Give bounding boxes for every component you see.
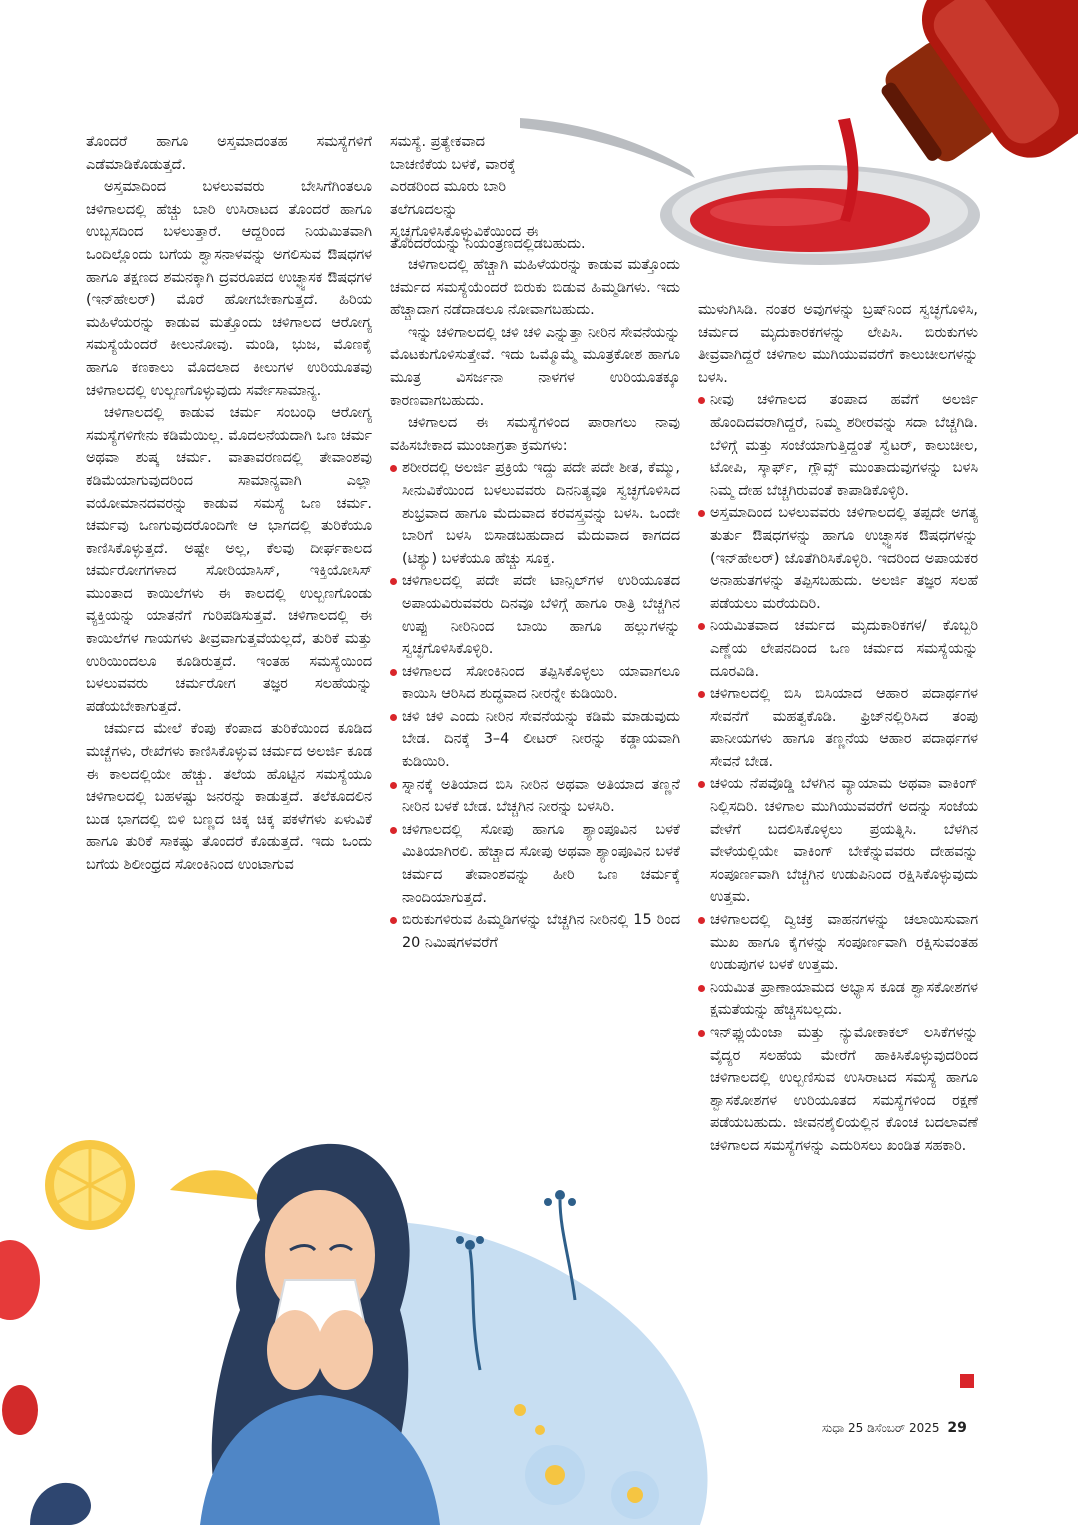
flower-icon (611, 1471, 659, 1519)
list-item: ಚಳಿಗಾಲದಲ್ಲಿ ಬಿಸಿ ಬಿಸಿಯಾದ ಆಹಾರ ಪದಾರ್ಥಗಳ ಸೇವನೆಗೆ ಮಹತ್ವಕೊಡಿ. ಫ್ರಿಜ್‌ನಲ್ಲಿರಿಸಿದ ತಂಪು ಪಾನೀಯಗಳು ಹಾಗೂ ತಣ್ಣನೆಯ ಆಹಾರ ಪದಾರ್ಥಗಳ ಸೇವನೆ ಬೇಡ. (698, 683, 978, 773)
paragraph: ಮುಳುಗಿಸಿಡಿ. ನಂತರ ಅವುಗಳನ್ನು ಬ್ರಷ್‌ನಿಂದ ಸ್ವಚ್ಛಗೊಳಿಸಿ, ಚರ್ಮದ ಮೃದುಕಾರಕಗಳನ್ನು ಲೇಪಿಸಿ. ಬಿರುಕುಗಳು ತೀವ್ರವಾಗಿದ್ದರೆ ಚಳಿಗಾಲ ಮುಗಿಯುವವರೆಗೆ ಕಾಲುಚೀಲಗಳನ್ನು ಬಳಸಿ. (698, 302, 978, 386)
list-item: ಚಳಿಗಾಲದಲ್ಲಿ ಸೋಪು ಹಾಗೂ ಶ್ಯಾಂಪೂವಿನ ಬಳಕೆ ಮಿತಿಯಾಗಿರಲಿ. ಹೆಚ್ಚಾದ ಸೋಪು ಅಥವಾ ಶ್ಯಾಂಪೂವಿನ ಬಳಕೆ ಚರ್ಮದ ತೇವಾಂಶವನ್ನು ಹೀರಿ ಒಣ ಚರ್ಮಕ್ಕೆ ನಾಂದಿಯಾಗುತ್ತದೆ. (390, 819, 680, 909)
paragraph: ಚರ್ಮದ ಮೇಲೆ ಕೆಂಪು ಕೆಂಪಾದ ತುರಿಕೆಯಿಂದ ಕೂಡಿದ ಮಚ್ಚೆಗಳು, ರೇಖೆಗಳು ಕಾಣಿಸಿಕೊಳ್ಳುವ ಚರ್ಮದ ಅಲರ್ಜಿ ಕೂಡ ಈ ಕಾಲದಲ್ಲಿಯೇ ಹೆಚ್ಚು. ತಲೆಯ ಹೊಟ್ಟಿನ ಸಮಸ್ಯೆಯೂ ಚಳಿಗಾಲದಲ್ಲಿ ಬಹಳಷ್ಟು ಜನರನ್ನು ಕಾಡುತ್ತದೆ. ತಲೆಕೂದಲಿನ ಬುಡ ಭಾಗದಲ್ಲಿ ಬಿಳಿ ಬಣ್ಣದ ಚಿಕ್ಕ ಚಿಕ್ಕ ಪಕಳೆಗಳು ಏಳುವಿಕೆ ಹಾಗೂ ತುರಿಕೆ ಸಾಕಷ್ಟು ತೊಂದರೆ ಕೊಡುತ್ತದೆ. ಇದು ಒಂದು ಬಗೆಯ ಶಿಲೀಂಧ್ರದ ಸೋಂಕಿನಿಂದ ಉಂಟಾಗುವ (86, 721, 372, 873)
list-item: ಚಳಿ ಚಳಿ ಎಂದು ನೀರಿನ ಸೇವನೆಯನ್ನು ಕಡಿಮೆ ಮಾಡುವುದು ಬೇಡ. ದಿನಕ್ಕೆ 3–4 ಲೀಟರ್ ನೀರನ್ನು ಕಡ್ಡಾಯವಾಗಿ ಕುಡಿಯಿರಿ. (390, 706, 680, 774)
list-item: ಚಳಿಗಾಲದಲ್ಲಿ ದ್ವಿಚಕ್ರ ವಾಹನಗಳನ್ನು ಚಲಾಯಿಸುವಾಗ ಮುಖ ಹಾಗೂ ಕೈಗಳನ್ನು ಸಂಪೂರ್ಣವಾಗಿ ರಕ್ಷಿಸುವಂತಹ ಉಡುಪುಗಳ ಬಳಕೆ ಉತ್ತಮ. (698, 909, 978, 977)
page-number: 29 (947, 1420, 967, 1436)
list-item: ಇನ್‌ಫ್ಲುಯೆಂಜಾ ಮತ್ತು ನ್ಯುಮೋಕಾಕಲ್ ಲಸಿಕೆಗಳನ್ನು ವೈದ್ಯರ ಸಲಹೆಯ ಮೇರೆಗೆ ಹಾಕಿಸಿಕೊಳ್ಳುವುದರಿಂದ ಚಳಿಗಾಲದಲ್ಲಿ ಉಲ್ಬಣಿಸುವ ಉಸಿರಾಟದ ಸಮಸ್ಯೆ ಹಾಗೂ ಶ್ವಾಸಕೋಶಗಳ ಉರಿಯೂತದ ಸಮಸ್ಯೆಗಳಿಂದ ರಕ್ಷಣೆ ಪಡೆಯಬಹುದು. ಜೀವನಶೈಲಿಯಲ್ಲಿನ ಕೊಂಚ ಬದಲಾವಣೆ ಚಳಿಗಾಲದ ಸಮಸ್ಯೆಗಳನ್ನು ಎದುರಿಸಲು ಖಂಡಿತ ಸಹಕಾರಿ. (698, 1022, 978, 1158)
article-column-2 (390, 254, 680, 954)
berry-icon (2, 1385, 38, 1435)
spoon-handle (520, 118, 695, 178)
list-item: ಸ್ನಾನಕ್ಕೆ ಅತಿಯಾದ ಬಿಸಿ ನೀರಿನ ಅಥವಾ ಅತಿಯಾದ ತಣ್ಣನೆ ನೀರಿನ ಬಳಕೆ ಬೇಡ. ಬೆಚ್ಚಗಿನ ನೀರನ್ನು ಬಳಸಿರಿ. (390, 774, 680, 819)
paragraph: ತೊಂದರೆ ಹಾಗೂ ಅಸ್ತಮಾದಂತಹ ಸಮಸ್ಯೆಗಳಿಗೆ ಎಡೆಮಾಡಿಕೊಡುತ್ತದೆ. (86, 134, 372, 173)
list-item: ನಿಯಮಿತ ಪ್ರಾಣಾಯಾಮದ ಅಭ್ಯಾಸ ಕೂಡ ಶ್ವಾಸಕೋಶಗಳ ಕ್ಷಮತೆಯನ್ನು ಹೆಚ್ಚಿಸಬಲ್ಲದು. (698, 977, 978, 1022)
paragraph: ಚಳಿಗಾಲದ ಈ ಸಮಸ್ಯೆಗಳಿಂದ ಪಾರಾಗಲು ನಾವು ವಹಿಸಬೇಕಾದ ಮುಂಜಾಗ್ರತಾ ಕ್ರಮಗಳು: (390, 415, 680, 454)
paragraph: ಅಸ್ತಮಾದಿಂದ ಬಳಲುವವರು ಬೇಸಿಗೆಗಿಂತಲೂ ಚಳಿಗಾಲದಲ್ಲಿ ಹೆಚ್ಚು ಬಾರಿ ಉಸಿರಾಟದ ತೊಂದರೆ ಹಾಗೂ ಉಬ್ಬಸದಿಂದ ಬಳಲುತ್ತಾರೆ. ಆದ್ದರಿಂದ ನಿಯಮಿತವಾಗಿ ಒಂದಿಲ್ಲೊಂದು ಬಗೆಯ ಶ್ವಾಸನಾಳವನ್ನು ಅಗಲಿಸುವ ಔಷಧಗಳ ಹಾಗೂ ತಕ್ಷಣದ ಶಮನಕ್ಕಾಗಿ ದ್ರವರೂಪದ ಉಚ್ಛ್ವಾಸಕ ಔಷಧಗಳ (ಇನ್‌ಹೇಲರ್) ಮೊರೆ ಹೋಗಬೇಕಾಗುತ್ತದೆ. ಹಿರಿಯ ಮಹಿಳೆಯರನ್ನು ಕಾಡುವ ಮತ್ತೊಂದು ಚಳಿಗಾಲದ ಆರೋಗ್ಯ ಸಮಸ್ಯೆಯೆಂದರೆ ಕೀಲುನೋವು. ಮಂಡಿ, ಭುಜ, ಮೊಣಕೈ ಹಾಗೂ ಕಣಕಾಲು ಮೊದಲಾದ ಕೀಲುಗಳ ಉರಿಯೂತವು ಚಳಿಗಾಲದಲ್ಲಿ ಉಲ್ಬಣಗೊಳ್ಳುವುದು ಸರ್ವೇಸಾಮಾನ್ಯ. (86, 179, 372, 399)
tips-list (390, 457, 680, 954)
flower-icon (525, 1445, 585, 1505)
article-column-3 (698, 299, 978, 1158)
sneezing-woman-illustration (0, 1140, 740, 1525)
magazine-issue: ಸುಧಾ 25 ಡಿಸೆಂಬರ್ 2025 (822, 1421, 940, 1435)
list-item: ನೀವು ಚಳಿಗಾಲದ ತಂಪಾದ ಹವೆಗೆ ಅಲರ್ಜಿ ಹೊಂದಿದವರಾಗಿದ್ದರೆ, ನಿಮ್ಮ ಶರೀರವನ್ನು ಸದಾ ಬೆಚ್ಚಗಿಡಿ. ಬೆಳಿಗ್ಗೆ ಮತ್ತು ಸಂಜೆಯಾಗುತ್ತಿದ್ದಂತೆ ಸ್ವೆಟರ್, ಕಾಲುಚೀಲ, ಟೋಪಿ, ಸ್ಕಾರ್ಫ್, ಗ್ಲೌವ್ಸ್ ಮುಂತಾದುವುಗಳನ್ನು ಬಳಸಿ ನಿಮ್ಮ ದೇಹ ಬೆಚ್ಚಗಿರುವಂತೆ ಕಾಪಾಡಿಕೊಳ್ಳಿರಿ. (698, 389, 978, 502)
paragraph: ಇನ್ನು ಚಳಿಗಾಲದಲ್ಲಿ ಚಳಿ ಚಳಿ ಎನ್ನುತ್ತಾ ನೀರಿನ ಸೇವನೆಯನ್ನು ಮೊಟಕುಗೊಳಿಸುತ್ತೇವೆ. ಇದು ಒಮ್ಮೊಮ್ಮೆ ಮೂತ್ರಕೋಶ ಹಾಗೂ ಮೂತ್ರ ವಿಸರ್ಜನಾ ನಾಳಗಳ ಉರಿಯೂತಕ್ಕೂ ಕಾರಣವಾಗಬಹುದು. (390, 324, 680, 409)
lemon-slice-icon (170, 1170, 260, 1200)
list-item: ಅಸ್ತಮಾದಿಂದ ಬಳಲುವವರು ಚಳಿಗಾಲದಲ್ಲಿ ತಪ್ಪದೇ ಅಗತ್ಯ ತುರ್ತು ಔಷಧಗಳನ್ನು ಹಾಗೂ ಉಚ್ಛ್ವಾಸಕ ಔಷಧಗಳನ್ನು (ಇನ್‌ಹೇಲರ್) ಜೊತೆಗಿರಿಸಿಕೊಳ್ಳಿರಿ. ಇದರಿಂದ ಅಪಾಯಕರ ಅನಾಹುತಗಳನ್ನು ತಪ್ಪಿಸಬಹುದು. ಅಲರ್ಜಿ ತಜ್ಞರ ಸಲಹೆ ಪಡೆಯಲು ಮರೆಯದಿರಿ. (698, 502, 978, 615)
woman-figure (200, 1144, 440, 1525)
list-item: ಚಳಿಗಾಲದಲ್ಲಿ ಪದೇ ಪದೇ ಟಾನ್ಸಿಲ್‌ಗಳ ಉರಿಯೂತದ ಅಪಾಯವಿರುವವರು ದಿನವೂ ಬೆಳಿಗ್ಗೆ ಹಾಗೂ ರಾತ್ರಿ ಬೆಚ್ಚಗಿನ ಉಪ್ಪು ನೀರಿನಿಂದ ಬಾಯಿ ಹಾಗೂ ಹಲ್ಲುಗಳನ್ನು ಸ್ವಚ್ಛಗೊಳಿಸಿಕೊಳ್ಳಿರಿ. (390, 570, 680, 660)
list-item: ನಿಯಮಿತವಾದ ಚರ್ಮದ ಮೃದುಕಾರಿಕಗಳ/ ಕೊಬ್ಬರಿ ಎಣ್ಣೆಯ ಲೇಪನದಿಂದ ಒಣ ಚರ್ಮದ ಸಮಸ್ಯೆಯನ್ನು ದೂರವಿಡಿ. (698, 615, 978, 683)
page-footer (822, 1419, 967, 1437)
strawberry-icon (0, 1240, 40, 1320)
article-end-mark (960, 1374, 974, 1388)
lemon-slice-icon (45, 1140, 135, 1230)
list-item: ಶರೀರದಲ್ಲಿ ಅಲರ್ಜಿ ಪ್ರಕ್ರಿಯೆ ಇದ್ದು ಪದೇ ಪದೇ ಶೀತ, ಕೆಮ್ಮು, ಸೀನುವಿಕೆಯಿಂದ ಬಳಲುವವರು ದಿನನಿತ್ಯವೂ ಸ್ವಚ್ಛಗೊಳಿಸಿದ ಶುಭ್ರವಾದ ಹಾಗೂ ಮೆದುವಾದ ಕರವಸ್ತ್ರವನ್ನು ಬಳಸಿ. ಒಂದೇ ಬಾರಿಗೆ ಬಳಸಿ ಬಿಸಾಡಬಹುದಾದ ಮೆದುವಾದ ಕಾಗದದ (ಟಿಶ್ಯು) ಬಳಕೆಯೂ ಹೆಚ್ಚು ಸೂಕ್ತ. (390, 457, 680, 570)
paragraph: ಸಮಸ್ಯೆ. ಪ್ರತ್ಯೇಕವಾದ ಬಾಚಣಿಕೆಯ ಬಳಕೆ, ವಾರಕ್ಕೆ ಎರಡರಿಂದ ಮೂರು ಬಾರಿ ತಲೆಗೂದಲನ್ನು ಸ್ವಚ್ಛಗೊಳಿಸಿಕೊಳ್ಳುವಿಕೆಯಿಂದ ಈ (390, 134, 539, 241)
paragraph: ಚಳಿಗಾಲದಲ್ಲಿ ಕಾಡುವ ಚರ್ಮ ಸಂಬಂಧಿ ಆರೋಗ್ಯ ಸಮಸ್ಯೆಗಳಿಗೇನು ಕಡಿಮೆಯಿಲ್ಲ. ಮೊದಲನೆಯದಾಗಿ ಒಣ ಚರ್ಮ ಅಥವಾ ಶುಷ್ಕ ಚರ್ಮ. ವಾತಾವರಣದಲ್ಲಿ ತೇವಾಂಶವು ಕಡಿಮೆಯಾಗುವುದರಿಂದ ಸಾಮಾನ್ಯವಾಗಿ ಎಲ್ಲಾ ವಯೋಮಾನದವರನ್ನು ಕಾಡುವ ಸಮಸ್ಯೆ ಒಣ ಚರ್ಮ. ಚರ್ಮವು ಒಣಗುವುದರೊಂದಿಗೇ ಆ ಭಾಗದಲ್ಲಿ ತುರಿಕೆಯೂ ಕಾಣಿಸಿಕೊಳ್ಳುತ್ತದೆ. ಅಷ್ಟೇ ಅಲ್ಲ, ಕೆಲವು ದೀರ್ಘಕಾಲದ ಚರ್ಮರೋಗಗಳಾದ ಸೋರಿಯಾಸಿಸ್, ಇಕ್ತಿಯೋಸಿಸ್ ಮುಂತಾದ ಕಾಯಿಲೆಗಳು ಈ ಕಾಲದಲ್ಲಿ ಉಲ್ಬಣಗೊಂಡು ವ್ಯಕ್ತಿಯನ್ನು ಯಾತನೆಗೆ ಗುರಿಪಡಿಸುತ್ತವೆ. ಚಳಿಗಾಲದಲ್ಲಿ ಈ ಕಾಯಿಲೆಗಳ ಗಾಯಗಳು ತೀವ್ರವಾಗುತ್ತವೆಯಲ್ಲದೆ, ತುರಿಕೆ ಮತ್ತು ಉರಿಯಿಂದಲೂ ಕೂಡಿರುತ್ತದೆ. ಇಂತಹ ಸಮಸ್ಯೆಯಿಂದ ಬಳಲುವವರು ಚರ್ಮರೋಗ ತಜ್ಞರ ಸಲಹೆಯನ್ನು ಪಡೆಯಬೇಕಾಗುತ್ತದೆ. (86, 405, 372, 715)
list-item: ಚಳಿಯ ನೆಪವೊಡ್ಡಿ ಬೆಳಗಿನ ವ್ಯಾಯಾಮ ಅಥವಾ ವಾಕಿಂಗ್ ನಿಲ್ಲಿಸದಿರಿ. ಚಳಿಗಾಲ ಮುಗಿಯುವವರೆಗೆ ಅದನ್ನು ಸಂಜೆಯ ವೇಳೆಗೆ ಬದಲಿಸಿಕೊಳ್ಳಲು ಪ್ರಯತ್ನಿಸಿ. ಬೆಳಗಿನ ವೇಳೆಯಲ್ಲಿಯೇ ವಾಕಿಂಗ್ ಬೇಕೆನ್ನುವವರು ದೇಹವನ್ನು ಸಂಪೂರ್ಣವಾಗಿ ಬೆಚ್ಚಗಿನ ಉಡುಪಿನಿಂದ ರಕ್ಷಿಸಿಕೊಳ್ಳುವುದು ಉತ್ತಮ. (698, 773, 978, 909)
list-item: ಚಳಿಗಾಲದ ಸೋಂಕಿನಿಂದ ತಪ್ಪಿಸಿಕೊಳ್ಳಲು ಯಾವಾಗಲೂ ಕಾಯಿಸಿ ಆರಿಸಿದ ಶುದ್ಧವಾದ ನೀರನ್ನೇ ಕುಡಿಯಿರಿ. (390, 661, 680, 706)
list-item: ಬಿರುಕುಗಳಿರುವ ಹಿಮ್ಮಡಿಗಳನ್ನು ಬೆಚ್ಚಗಿನ ನೀರಿನಲ್ಲಿ 15 ರಿಂದ 20 ನಿಮಿಷಗಳವರೆಗೆ (390, 909, 680, 954)
tips-list (698, 389, 978, 1157)
hands (267, 1310, 323, 1390)
article-column-2-top-line: ತೊಂದರೆಯನ್ನು ನಿಯಂತ್ರಣದಲ್ಲಿಡಬಹುದು. (390, 236, 586, 252)
paragraph: ಚಳಿಗಾಲದಲ್ಲಿ ಹೆಚ್ಚಾಗಿ ಮಹಿಳೆಯರನ್ನು ಕಾಡುವ ಮತ್ತೊಂದು ಚರ್ಮದ ಸಮಸ್ಯೆಯೆಂದರೆ ಬಿರುಕು ಬಿಡುವ ಹಿಮ್ಮಡಿಗಳು. ಇದು ಹೆಚ್ಚಾದಾಗ ನಡೆದಾಡಲೂ ನೋವಾಗಬಹುದು. (390, 257, 680, 319)
article-column-2-top (390, 131, 540, 244)
article-column-1 (86, 131, 372, 877)
